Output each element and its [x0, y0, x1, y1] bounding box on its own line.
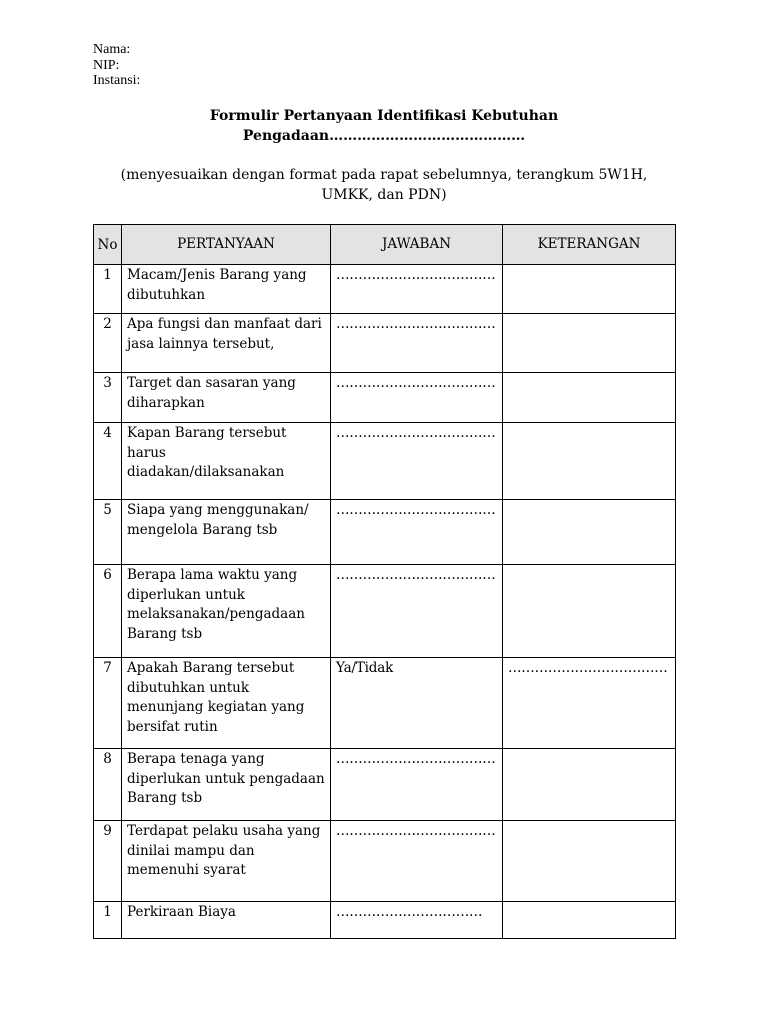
question-cell: Macam/Jenis Barang yang dibutuhkan — [122, 265, 331, 314]
row-number: 3 — [94, 373, 122, 423]
nip-label: NIP: — [93, 57, 120, 73]
instansi-label: Instansi: — [93, 73, 141, 88]
answer-cell[interactable]: Ya/Tidak — [331, 658, 503, 749]
table-row — [94, 749, 676, 821]
question-cell: Berapa lama waktu yang diperlukan untuk melaksanakan/pengadaan Barang tsb — [122, 565, 331, 658]
form-title — [0, 106, 768, 146]
remark-cell[interactable] — [503, 373, 676, 423]
answer-cell[interactable]: ……………………………… — [331, 565, 503, 658]
row-number: 8 — [94, 749, 122, 821]
form-subtitle — [0, 165, 768, 205]
nama-label: Nama: — [93, 42, 131, 57]
row-number: 1 — [94, 265, 122, 314]
row-number: 1 — [94, 902, 122, 939]
answer-cell[interactable]: ……………………………… — [331, 423, 503, 500]
table-row — [94, 373, 676, 423]
table-row — [94, 265, 676, 314]
table-row — [94, 565, 676, 658]
question-cell: Target dan sasaran yang diharapkan — [122, 373, 331, 423]
remark-cell[interactable] — [503, 749, 676, 821]
row-number: 2 — [94, 314, 122, 373]
table-row — [94, 658, 676, 749]
question-cell: Perkiraan Biaya — [122, 902, 331, 939]
header-no: No — [94, 225, 122, 265]
table-row — [94, 821, 676, 902]
question-table — [93, 224, 676, 939]
row-number: 9 — [94, 821, 122, 902]
form-title-line-2: Pengadaan…………………………………… — [242, 128, 526, 144]
answer-cell[interactable]: ……………………………… — [331, 314, 503, 373]
header-jawaban: JAWABAN — [331, 225, 503, 265]
remark-cell[interactable] — [503, 565, 676, 658]
remark-cell[interactable] — [503, 821, 676, 902]
row-number: 5 — [94, 500, 122, 565]
question-cell: Siapa yang menggunakan/ mengelola Barang tsb — [122, 500, 331, 565]
table-row — [94, 314, 676, 373]
row-number: 6 — [94, 565, 122, 658]
question-cell: Apa fungsi dan manfaat dari jasa lainnya tersebut, — [122, 314, 331, 373]
remark-cell[interactable] — [503, 500, 676, 565]
question-cell: Apakah Barang tersebut dibutuhkan untuk menunjang kegiatan yang bersifat rutin — [122, 658, 331, 749]
answer-cell[interactable]: ……………………………… — [331, 265, 503, 314]
form-subtitle-line-2: UMKK, dan PDN) — [321, 187, 447, 203]
answer-cell[interactable]: ……………………………… — [331, 500, 503, 565]
table-row — [94, 500, 676, 565]
answer-cell[interactable]: ……………………………… — [331, 821, 503, 902]
remark-cell[interactable]: ……………………………… — [503, 658, 676, 749]
table-row — [94, 423, 676, 500]
answer-cell[interactable]: ……………………………… — [331, 373, 503, 423]
answer-cell[interactable]: ……………………………… — [331, 749, 503, 821]
form-subtitle-line-1: (menyesuaikan dengan format pada rapat sebelumnya, terangkum 5W1H, — [120, 167, 648, 183]
question-cell: Kapan Barang tersebut harus diadakan/dilaksanakan — [122, 423, 331, 500]
row-number: 4 — [94, 423, 122, 500]
answer-cell[interactable]: …………………………… — [331, 902, 503, 939]
question-cell: Berapa tenaga yang diperlukan untuk pengadaan Barang tsb — [122, 749, 331, 821]
header-pertanyaan: PERTANYAAN — [122, 225, 331, 265]
table-row — [94, 902, 676, 939]
remark-cell[interactable] — [503, 423, 676, 500]
remark-cell[interactable] — [503, 314, 676, 373]
identity-fields — [93, 42, 140, 89]
question-cell: Terdapat pelaku usaha yang dinilai mampu dan memenuhi syarat — [122, 821, 331, 902]
form-title-line-1: Formulir Pertanyaan Identifikasi Kebutuhan — [209, 108, 559, 124]
remark-cell[interactable] — [503, 265, 676, 314]
remark-cell[interactable] — [503, 902, 676, 939]
header-keterangan: KETERANGAN — [503, 225, 676, 265]
row-number: 7 — [94, 658, 122, 749]
table-header-row — [94, 225, 676, 265]
